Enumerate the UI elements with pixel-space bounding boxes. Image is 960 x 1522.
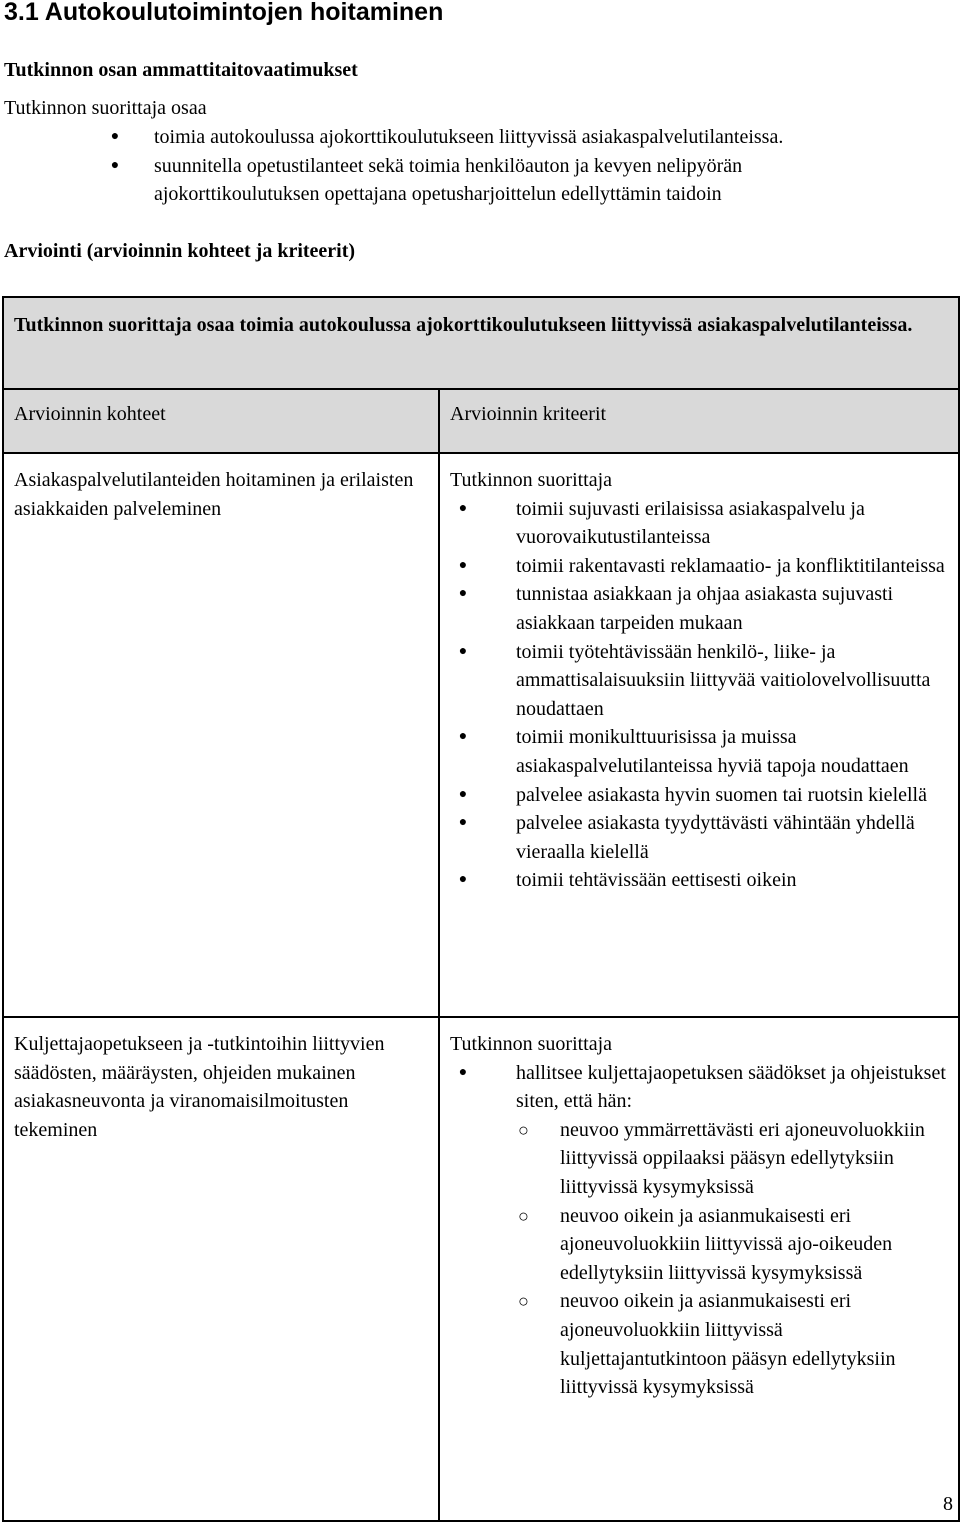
table-row (3, 453, 959, 1017)
list-item: ○ neuvoo ymmärrettävästi eri ajoneuvoluokkiin liittyvissä oppilaaksi pääsyn edellytyksiin liittyvissä kysymyksissä (516, 1116, 948, 1202)
list-item: ● toimii tehtävissään eettisesti oikein (450, 866, 948, 895)
circle-bullet-icon: ○ (518, 1205, 529, 1226)
bullet-icon: ● (458, 643, 468, 659)
list-item: ● toimii sujuvasti erilaisissa asiakaspalvelu ja vuorovaikutustilanteissa (450, 495, 948, 552)
list-item: ● suunnitella opetustilanteet sekä toimia henkilöauton ja kevyen nelipyörän ajokorttikoulutuksen opettajana opetusharjoittelun edellyttämin taidoin (108, 152, 908, 209)
intro-list (108, 123, 908, 209)
page-number: 8 (943, 1493, 953, 1515)
list-item: ● toimia autokoulussa ajokorttikoulutukseen liittyvissä asiakaspalvelutilanteissa. (108, 123, 908, 152)
criteria-list (450, 1059, 948, 1402)
bullet-icon: ● (458, 500, 468, 516)
bullet-icon: ● (458, 586, 468, 602)
sub-criteria-list (516, 1116, 948, 1402)
bullet-icon: ● (458, 786, 468, 802)
criteria-list (450, 495, 948, 895)
criteria-cell (439, 1017, 959, 1521)
list-item: ● toimii monikulttuurisissa ja muissa asiakaspalvelutilanteissa hyviä tapoja noudattaen (450, 723, 948, 780)
section-title: 3.1 Autokoulutoimintojen hoitaminen (4, 0, 444, 26)
bullet-icon: ● (458, 872, 468, 888)
list-item: ○ neuvoo oikein ja asianmukaisesti eri ajoneuvoluokkiin liittyvissä ajo-oikeuden edellytyksiin liittyvissä kysymyksissä (516, 1202, 948, 1288)
target-cell: Kuljettajaopetukseen ja -tutkintoihin liittyvien säädösten, määräysten, ohjeiden mukainen asiakasneuvonta ja viranomaisilmoitusten tekeminen (3, 1017, 439, 1521)
circle-bullet-icon: ○ (518, 1291, 529, 1312)
list-item: ● palvelee asiakasta hyvin suomen tai ruotsin kielellä (450, 781, 948, 810)
criteria-intro: Tutkinnon suorittaja (450, 1033, 613, 1055)
list-item: ○ neuvoo oikein ja asianmukaisesti eri ajoneuvoluokkiin liittyvissä kuljettajantutkintoon pääsyn edellytyksiin liittyvissä kysymyksissä (516, 1287, 948, 1401)
bullet-icon: ● (110, 129, 120, 144)
circle-bullet-icon: ○ (518, 1119, 529, 1140)
assessment-table (2, 296, 960, 1522)
table-row (3, 1017, 959, 1521)
bullet-icon: ● (110, 157, 120, 173)
bullet-icon: ● (458, 815, 468, 831)
list-item: ● hallitsee kuljettajaopetuksen säädökset ja ohjeistukset siten, että hän: ○ neuvoo ymmärrettävästi eri ajoneuvoluokkiin liittyvissä oppilaaksi pääsyn edellytyksiin liittyvissä kysymyksissä ○ neuvoo oikein ja asianmukaisesti eri ajoneuvoluokkiin liittyvissä ajo-oikeuden edellytyksiin liittyvissä kysymyksissä ○ neuvoo oikein ja asianmukaisesti eri ajoneuvoluokkiin liittyvissä kuljettajantutkintoon pääsyn edellytyksiin liittyvissä kysymyksissä (450, 1059, 948, 1402)
column-header-criteria: Arvioinnin kriteerit (439, 389, 959, 453)
assessment-heading: Arviointi (arvioinnin kohteet ja kriteerit) (4, 240, 356, 262)
bullet-icon: ● (458, 557, 468, 573)
list-item: ● toimii työtehtävissään henkilö-, liike- ja ammattisalaisuuksiin liittyvää vaitiolovelvollisuutta noudattaen (450, 638, 948, 724)
criteria-cell (439, 453, 959, 1017)
list-item: ● palvelee asiakasta tyydyttävästi vähintään yhdellä vieraalla kielellä (450, 809, 948, 866)
list-item: ● toimii rakentavasti reklamaatio- ja konfliktitilanteissa (450, 552, 948, 581)
subsection-title: Tutkinnon osan ammattitaitovaatimukset (4, 59, 358, 81)
bullet-icon: ● (458, 729, 468, 745)
intro-text: Tutkinnon suorittaja osaa (4, 97, 207, 119)
target-cell: Asiakaspalvelutilanteiden hoitaminen ja erilaisten asiakkaiden palveleminen (3, 453, 439, 1017)
table-caption: Tutkinnon suorittaja osaa toimia autokoulussa ajokorttikoulutukseen liittyvissä asiakaspalvelutilanteissa. (3, 297, 959, 389)
criteria-intro: Tutkinnon suorittaja (450, 469, 613, 491)
bullet-icon: ● (458, 1064, 468, 1080)
column-header-targets: Arvioinnin kohteet (3, 389, 439, 453)
list-item: ● tunnistaa asiakkaan ja ohjaa asiakasta sujuvasti asiakkaan tarpeiden mukaan (450, 580, 948, 637)
